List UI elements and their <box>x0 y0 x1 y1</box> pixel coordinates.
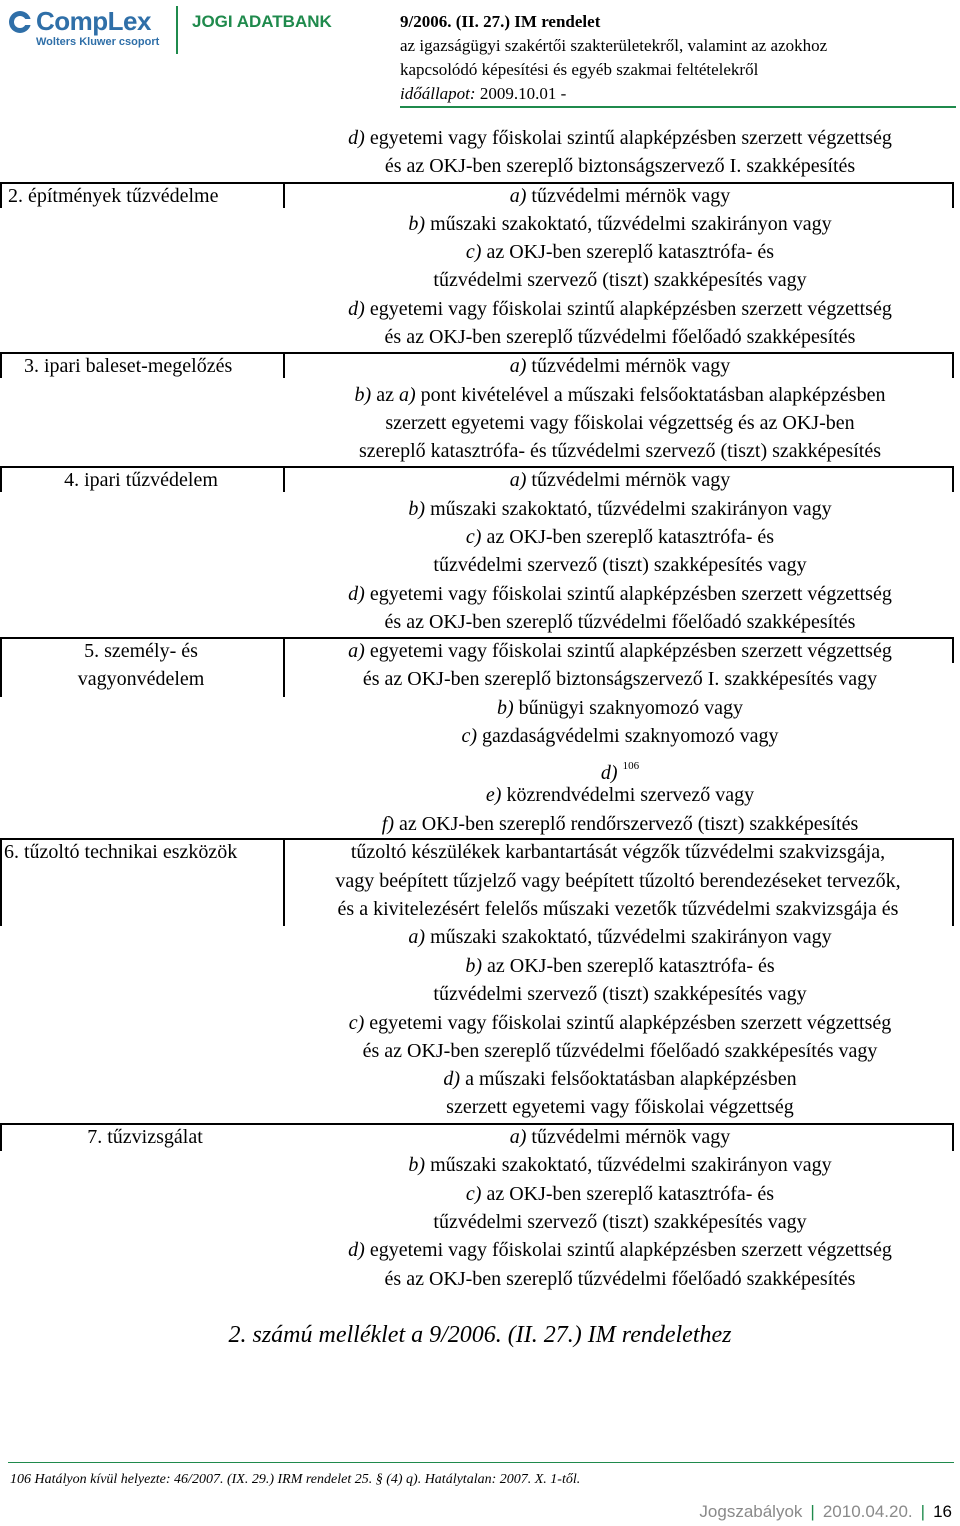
row5-item-a-cont: és az OKJ-ben szereplő biztonságszervező I. szakképesítés vagy <box>362 668 878 690</box>
document-subtitle-line-2: kapcsolódó képesítési és egyéb szakmai feltételekről <box>400 60 759 79</box>
complex-logo-subtitle: Wolters Kluwer csoport <box>36 36 160 48</box>
row7-item-c-cont: tűzvédelmi szervező (tiszt) szakképesítés vagy <box>433 1211 807 1233</box>
page-number: 16 <box>933 1502 952 1521</box>
row7-item-d: d) egyetemi vagy főiskolai szintű alapképzésben szerzett végzettség <box>348 1239 892 1261</box>
document-title-block <box>400 10 956 106</box>
header-rule <box>400 106 956 108</box>
row3-left-border <box>0 352 2 378</box>
row4-item-d: d) egyetemi vagy főiskolai szintű alapképzésben szerzett végzettség <box>348 583 892 605</box>
row6-item-c: c) egyetemi vagy főiskolai szintű alapképzésben szerzett végzettség <box>348 1012 892 1034</box>
row4-item-a: a) tűzvédelmi mérnök vagy <box>509 469 731 491</box>
footnote-106: 106 Hatályon kívül helyezte: 46/2007. (IX. 29.) IRM rendelet 25. § (4) q). Hatálytalan: 2007. X. 1-től. <box>10 1472 581 1487</box>
footnote-rule <box>8 1462 954 1463</box>
row6-left-border <box>0 838 2 926</box>
row7-item-b: b) műszaki szakoktató, tűzvédelmi szakirányon vagy <box>408 1154 832 1176</box>
row2-item-a: a) tűzvédelmi mérnök vagy <box>509 185 731 207</box>
row3-item-b-cont-2: szereplő katasztrófa- és tűzvédelmi szervező (tiszt) szakképesítés <box>359 440 881 462</box>
row5-label-line-1: 5. személy- és <box>84 640 198 662</box>
row2-item-c: c) az OKJ-ben szereplő katasztrófa- és <box>465 241 775 263</box>
header-divider <box>176 6 178 54</box>
row7-left-border <box>0 1123 2 1151</box>
row6-intro-line-3: és a kivitelezésért felelős műszaki vezetők tűzvédelmi szakvizsgája és <box>337 898 899 920</box>
footer-date: 2010.04.20. <box>822 1502 913 1521</box>
footer-source: Jogszabályok <box>699 1502 803 1521</box>
row5-item-e: e) közrendvédelmi szervező vagy <box>485 784 755 806</box>
row6-col-border <box>283 838 285 926</box>
row3-item-b-cont-1: szerzett egyetemi vagy főiskolai végzettség és az OKJ-ben <box>385 412 855 434</box>
row6-item-c-cont: és az OKJ-ben szereplő tűzvédelmi főelőadó szakképesítés vagy <box>362 1040 878 1062</box>
row2-item-b: b) műszaki szakoktató, tűzvédelmi szakirányon vagy <box>408 213 832 235</box>
row5-item-a: a) egyetemi vagy főiskolai szintű alapképzésben szerzett végzettség <box>348 640 892 662</box>
row6-label: 6. tűzoltó technikai eszközök <box>4 841 238 863</box>
row7-item-d-cont: és az OKJ-ben szereplő tűzvédelmi főelőadó szakképesítés <box>384 1268 856 1290</box>
row2-item-d: d) egyetemi vagy főiskolai szintű alapképzésben szerzett végzettség <box>348 298 892 320</box>
row7-item-c: c) az OKJ-ben szereplő katasztrófa- és <box>465 1183 775 1205</box>
footer-divider: | <box>810 1502 815 1521</box>
complex-logo-icon <box>8 10 32 34</box>
annex-heading: 2. számú melléklet a 9/2006. (II. 27.) IM rendelethez <box>228 1322 732 1348</box>
footnote-ref-106[interactable]: 106 <box>622 760 640 772</box>
row5-item-d: d) $^{106}$ <box>600 760 640 784</box>
page-header <box>0 0 960 110</box>
row6-item-a: a) műszaki szakoktató, tűzvédelmi szakirányon vagy <box>408 926 832 948</box>
row2-item-d-cont: és az OKJ-ben szereplő tűzvédelmi főelőadó szakképesítés <box>384 326 856 348</box>
complex-logo <box>8 6 168 52</box>
row3-item-b: b) az a) pont kivételével a műszaki felsőoktatásban alapképzésben <box>354 384 886 406</box>
row3-item-a: a) tűzvédelmi mérnök vagy <box>509 355 731 377</box>
row4-item-d-cont: és az OKJ-ben szereplő tűzvédelmi főelőadó szakképesítés <box>384 611 856 633</box>
row4-item-c: c) az OKJ-ben szereplő katasztrófa- és <box>465 526 775 548</box>
row5-item-b: b) bűnügyi szaknyomozó vagy <box>496 697 744 719</box>
row6-right-border <box>952 838 954 926</box>
complex-logo-name: CompLex <box>36 6 151 36</box>
jogi-adatbank-logo: JOGI ADATBANK <box>192 12 332 31</box>
document-subtitle-line-1: az igazságügyi szakértői szakterületekről, valamint az azokhoz <box>400 36 828 55</box>
row5-label-line-2: vagyonvédelem <box>77 668 205 690</box>
row6-item-b: b) az OKJ-ben szereplő katasztrófa- és <box>465 955 775 977</box>
document-state: időállapot: 2009.10.01 - <box>400 84 567 103</box>
row4-label: 4. ipari tűzvédelem <box>64 469 218 491</box>
row1-item-d: d) egyetemi vagy főiskolai szintű alapképzésben szerzett végzettség <box>348 127 892 149</box>
row5-item-c: c) gazdaságvédelmi szaknyomozó vagy <box>461 725 779 747</box>
row5-item-f: f) az OKJ-ben szereplő rendőrszervező (tiszt) szakképesítés <box>381 813 859 835</box>
row4-item-c-cont: tűzvédelmi szervező (tiszt) szakképesítés vagy <box>433 554 807 576</box>
row2-item-c-cont: tűzvédelmi szervező (tiszt) szakképesítés vagy <box>433 269 807 291</box>
row6-item-b-cont: tűzvédelmi szervező (tiszt) szakképesítés vagy <box>433 983 807 1005</box>
page-footer <box>699 1502 952 1522</box>
row1-item-d-cont: és az OKJ-ben szereplő biztonságszervező I. szakképesítés <box>384 155 856 177</box>
row6-item-d-cont: szerzett egyetemi vagy főiskolai végzettség <box>446 1096 794 1118</box>
row6-item-d: d) a műszaki felsőoktatásban alapképzésben <box>443 1068 797 1090</box>
row6-intro-line-1: tűzoltó készülékek karbantartását végzők tűzvédelmi szakvizsgája, <box>350 841 886 863</box>
row2-left-border <box>0 182 2 208</box>
row7-label: 7. tűzvizsgálat <box>87 1126 203 1148</box>
row7-item-a: a) tűzvédelmi mérnök vagy <box>509 1126 731 1148</box>
document-title: 9/2006. (II. 27.) IM rendelet <box>400 12 601 31</box>
row2-label: 2. építmények tűzvédelme <box>8 185 219 207</box>
footer-divider-2: | <box>920 1502 926 1521</box>
row4-item-b: b) műszaki szakoktató, tűzvédelmi szakirányon vagy <box>408 498 832 520</box>
row3-label: 3. ipari baleset-megelőzés <box>24 355 233 377</box>
row6-intro-line-2: vagy beépített tűzjelző vagy beépített tűzoltó berendezéseket tervezők, <box>335 870 901 892</box>
